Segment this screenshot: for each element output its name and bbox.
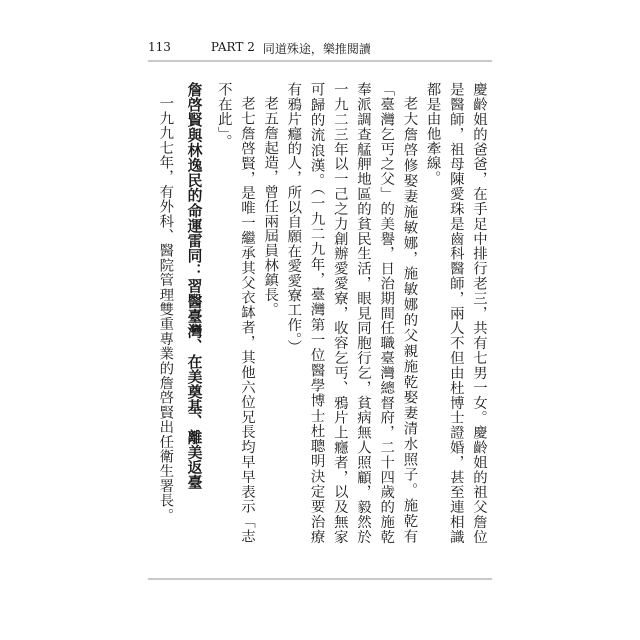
bottom-rule (148, 578, 492, 580)
section-heading: 詹啓賢與林逸民的命運雷同：習醫臺灣、在美奠基、離美返臺 (185, 82, 203, 490)
page-number: 113 (148, 40, 171, 54)
paragraph: 老五詹起造，曾任兩屆員林鎮長。 (262, 96, 279, 317)
chapter-heading (211, 40, 371, 57)
paragraph: 老大詹啓修娶妻施敏娜，施敏娜的父親施乾娶妻清水照子。施乾有「臺灣乞丐之父」的美譽，日治期間任職臺灣總督府，二十四歲的施乾奉派調查艋舺地區的貧民生活，眼見同胞行乞，貧病無人照顧，毅然於一九二三年以一己之力創辦愛愛寮，收容乞丐、鴉片上癮者，以及無家可歸的流浪漢。（一九二九年，臺灣第一位醫學博士杜聰明決定要治療有鴉片癮的人，所以自願在愛愛寮工作。） (285, 82, 418, 544)
running-header (148, 40, 371, 57)
part-label: PART 2 (210, 40, 255, 54)
chapter-title: 同道殊途，樂推閱讀 (262, 42, 371, 56)
paragraph: 一九九七年，有外科、醫院管理雙重專業的詹啓賢出任衛生署長。 (157, 96, 174, 523)
top-rule (148, 60, 492, 62)
paragraph: 老七詹啓賢，是唯一繼承其父衣缽者，其他六位兄長均早早表示「志不在此」。 (215, 82, 255, 544)
paragraph: 慶齡姐的爸爸，在手足中排行老三，共有七男一女。慶齡姐的祖父詹位是醫師，祖母陳愛珠是齒科醫師，兩人不但由杜博士證婚，甚至連相識都是由他牽線。 (424, 82, 487, 544)
body-text (158, 82, 490, 544)
